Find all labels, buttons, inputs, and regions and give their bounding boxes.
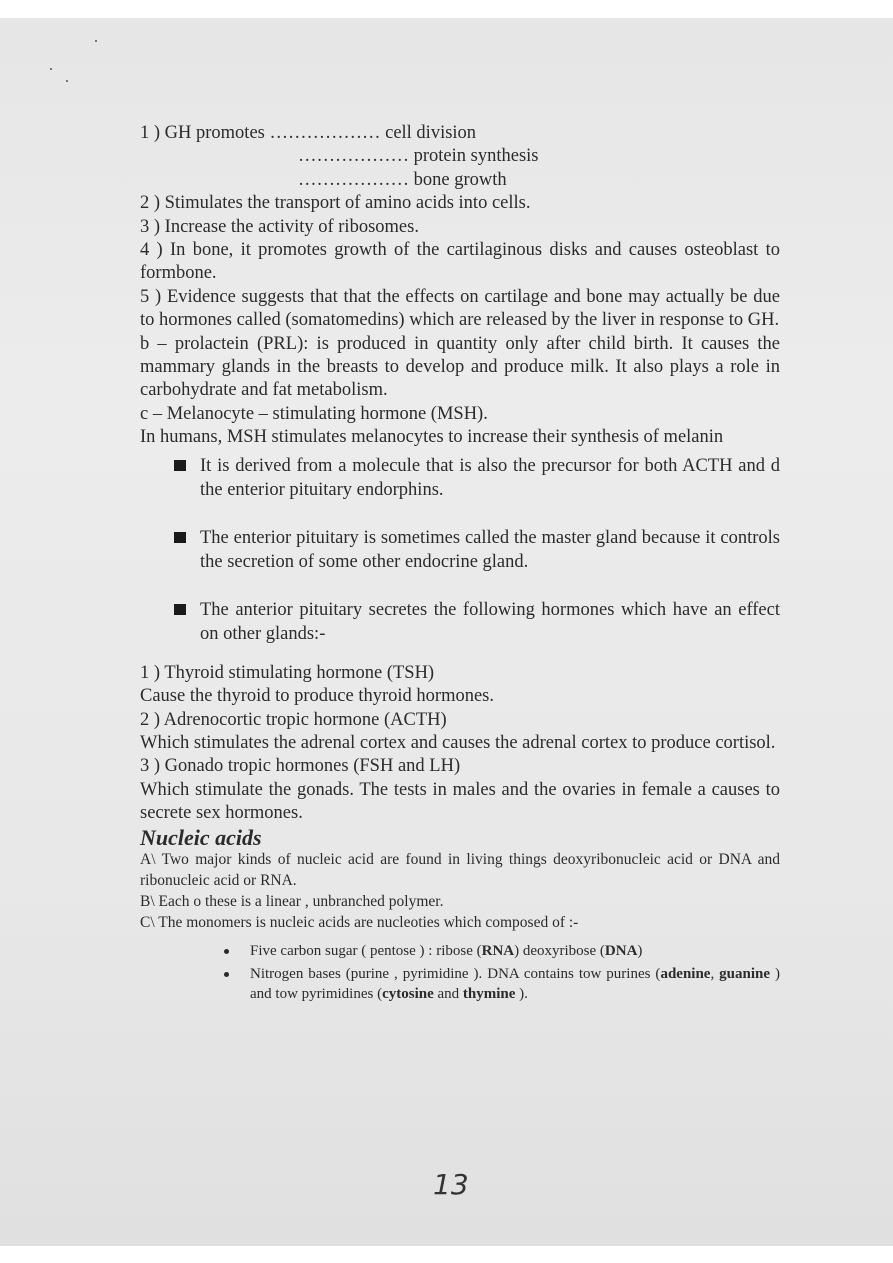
page-number: 13 bbox=[433, 1168, 469, 1201]
square-bullet-icon bbox=[174, 604, 186, 615]
square-bullet-icon bbox=[174, 532, 186, 543]
component-bases: Nitrogen bases (purine , pyrimidine ). DNA contains tow purines (adenine, guanine ) and tow pyrimidines (cytosine and thymine ). bbox=[222, 964, 780, 1004]
nucleic-b: B\ Each o these is a linear , unbranched polymer. bbox=[140, 892, 444, 910]
acth-title: 2 ) Adrenocortic tropic hormone (ACTH) bbox=[140, 709, 447, 730]
gh-line-2: ……………… protein synthesis bbox=[298, 146, 539, 167]
nucleotide-components bbox=[140, 941, 780, 1004]
square-bullet-icon bbox=[174, 460, 186, 471]
gh-line-1: 1 ) GH promotes ……………… cell division bbox=[140, 123, 477, 143]
msh-title: c – Melanocyte – stimulating hormone (MSH). bbox=[140, 403, 488, 424]
tsh-text: Cause the thyroid to produce thyroid hormones. bbox=[140, 686, 495, 707]
nucleic-c: C\ The monomers is nucleic acids are nucleoties which composed of :- bbox=[140, 913, 579, 931]
effect-item: 4 ) In bone, it promotes growth of the cartilaginous disks and causes osteoblast to formbone. bbox=[140, 240, 780, 284]
gonado-title: 3 ) Gonado tropic hormones (FSH and LH) bbox=[140, 756, 461, 777]
component-sugar: Five carbon sugar ( pentose ) : ribose (RNA) deoxyribose (DNA) bbox=[222, 941, 780, 961]
acth-text: Which stimulates the adrenal cortex and causes the adrenal cortex to produce cortisol. bbox=[140, 732, 776, 753]
gh-line-3: ……………… bone growth bbox=[298, 169, 507, 190]
pituitary-bullets bbox=[140, 454, 780, 646]
msh-text: In humans, MSH stimulates melanocytes to increase their synthesis of melanin bbox=[140, 427, 724, 448]
document-page bbox=[0, 18, 893, 1246]
nucleic-a: A\ Two major kinds of nucleic acid are found in living things deoxyribonucleic acid or DNA and ribonucleic acid or RNA. bbox=[140, 850, 780, 889]
prolactin-paragraph: b – prolactein (PRL): is produced in quantity only after child birth. It causes the mammary glands in the breasts to develop and produce milk. It also plays a role in carbohydrate and fat metabolism. bbox=[140, 333, 780, 401]
effect-item: 2 ) Stimulates the transport of amino acids into cells. bbox=[140, 193, 531, 214]
dust-speck bbox=[95, 40, 97, 42]
nucleic-heading: Nucleic acids bbox=[140, 824, 262, 850]
effect-item: 5 ) Evidence suggests that that the effects on cartilage and bone may actually be due to hormones called (somatomedins) which are released by the liver in response to GH. bbox=[140, 286, 780, 331]
effect-item: 3 ) Increase the activity of ribosomes. bbox=[140, 216, 419, 237]
dust-speck bbox=[50, 68, 52, 70]
bullet-item: It is derived from a molecule that is also the precursor for both ACTH and d the enterior pituitary endorphins. bbox=[140, 454, 780, 502]
bullet-item: The anterior pituitary secretes the following hormones which have an effect on other glands:- bbox=[140, 598, 780, 646]
bullet-item: The enterior pituitary is sometimes called the master gland because it controls the secretion of some other endocrine gland. bbox=[140, 526, 780, 574]
bullet-dot-icon bbox=[224, 972, 229, 977]
dust-speck bbox=[66, 80, 68, 82]
gonado-text: Which stimulate the gonads. The tests in males and the ovaries in female a causes to secrete sex hormones. bbox=[140, 779, 780, 824]
tsh-title: 1 ) Thyroid stimulating hormone (TSH) bbox=[140, 662, 435, 683]
page-content bbox=[140, 122, 780, 1007]
bullet-dot-icon bbox=[224, 949, 229, 954]
